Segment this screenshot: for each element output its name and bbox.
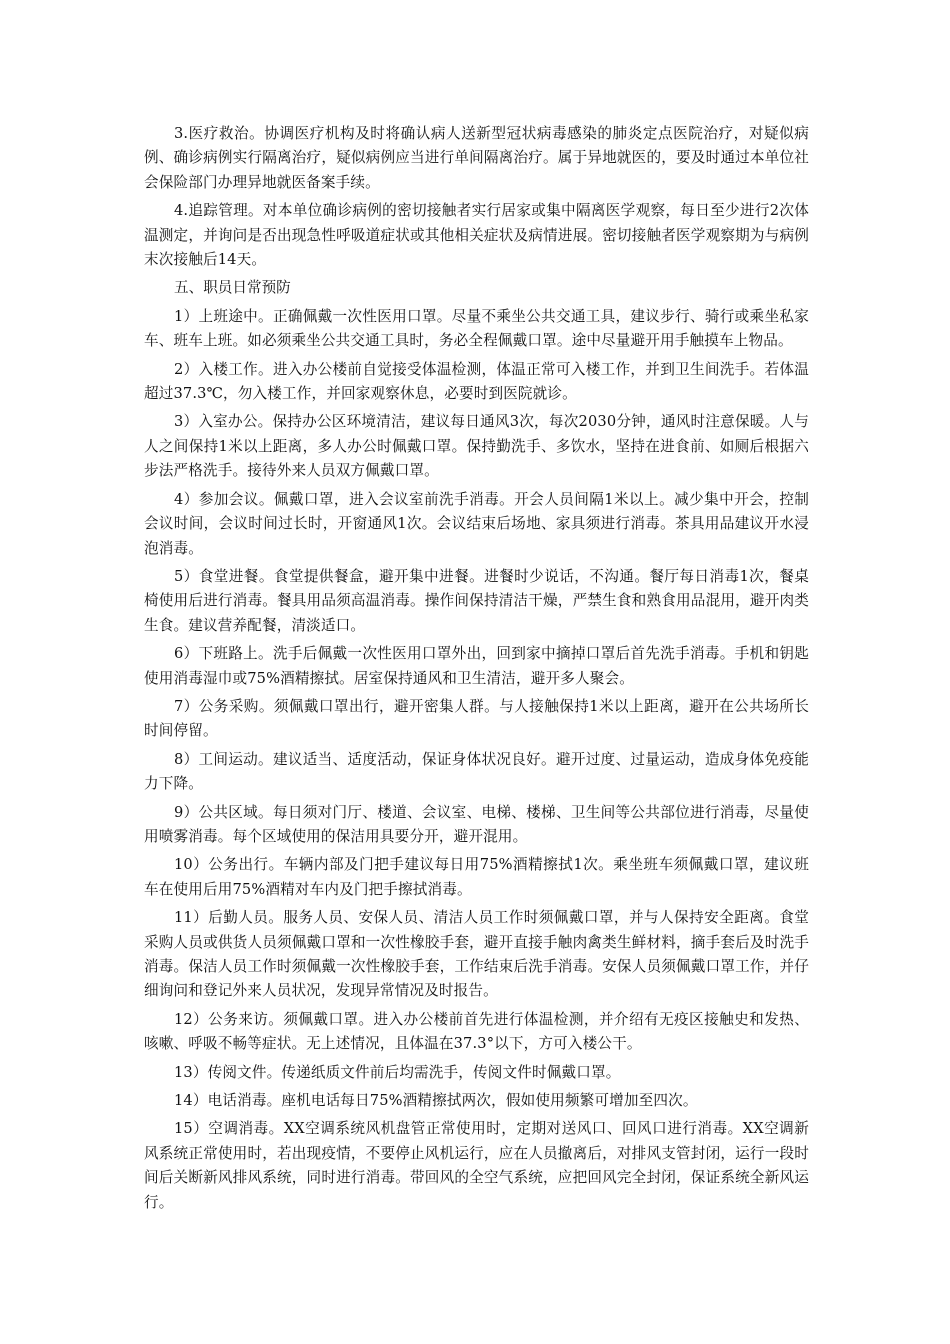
list-item: 15）空调消毒。XX空调系统风机盘管正常使用时，定期对送风口、回风口进行消毒。XX空调新风系统正常使用时，若出现疫情，不要停止风机运行，应在人员撤离后，对排风支管封闭，运行一段时间后关断新风排风系统，同时进行消毒。带回风的全空气系统，应把回风完全封闭，保证系统全新风运行。 (144, 1120, 809, 1211)
paragraph-medical-treatment: 3.医疗救治。协调医疗机构及时将确认病人送新型冠状病毒感染的肺炎定点医院治疗，对疑似病例、确诊病例实行隔离治疗，疑似病例应当进行单间隔离治疗。属于异地就医的，要及时通过本单位社会保险部门办理异地就医备案手续。 (144, 125, 809, 191)
list-item: 4）参加会议。佩戴口罩，进入会议室前洗手消毒。开会人员间隔1米以上。减少集中开会，控制会议时间，会议时间过长时，开窗通风1次。会议结束后场地、家具须进行消毒。茶具用品建议开水浸泡消毒。 (144, 490, 809, 557)
list-item: 10）公务出行。车辆内部及门把手建议每日用75%酒精擦拭1次。乘坐班车须佩戴口罩，建议班车在使用后用75%酒精对车内及门把手擦拭消毒。 (144, 856, 809, 898)
list-item: 13）传阅文件。传递纸质文件前后均需洗手，传阅文件时佩戴口罩。 (174, 1063, 621, 1081)
document-page (144, 122, 809, 1219)
paragraph-tracking-management: 4.追踪管理。对本单位确诊病例的密切接触者实行居家或集中隔离医学观察，每日至少进行2次体温测定，并询问是否出现急性呼吸道症状或其他相关症状及病情进展。密切接触者医学观察期为与病例末次接触后14天。 (144, 202, 809, 269)
list-item: 5）食堂进餐。食堂提供餐盒，避开集中进餐。进餐时少说话，不沟通。餐厅每日消毒1次，餐桌椅使用后进行消毒。餐具用品须高温消毒。操作间保持清洁干燥，严禁生食和熟食用品混用，避开肉类生食。建议营养配餐，清淡适口。 (144, 567, 809, 634)
section-heading: 五、职员日常预防 (174, 279, 291, 297)
list-item: 8）工间运动。建议适当、适度活动，保证身体状况良好。避开过度、过量运动，造成身体免疫能力下降。 (144, 750, 809, 793)
list-item: 1）上班途中。正确佩戴一次性医用口罩。尽量不乘坐公共交通工具，建议步行、骑行或乘坐私家车、班车上班。如必须乘坐公共交通工具时，务必全程佩戴口罩。途中尽量避开用手触摸车上物品。 (144, 307, 809, 350)
list-item: 6）下班路上。洗手后佩戴一次性医用口罩外出，回到家中摘掉口罩后首先洗手消毒。手机和钥匙使用消毒湿巾或75%酒精擦拭。居室保持通风和卫生清洁，避开多人聚会。 (144, 645, 809, 687)
list-item: 3）入室办公。保持办公区环境清洁，建议每日通风3次，每次2030分钟，通风时注意保暖。人与人之间保持1米以上距离，多人办公时佩戴口罩。保持勤洗手、多饮水，坚持在进食前、如厕后根据六步法严格洗手。接待外来人员双方佩戴口罩。 (144, 413, 809, 480)
list-item: 7）公务采购。须佩戴口罩出行，避开密集人群。与人接触保持1米以上距离，避开在公共场所长时间停留。 (144, 697, 809, 740)
list-item: 11）后勤人员。服务人员、安保人员、清洁人员工作时须佩戴口罩，并与人保持安全距离。食堂采购人员或供货人员须佩戴口罩和一次性橡胶手套，避开直接手触肉禽类生鲜材料，摘手套后及时洗手消毒。保洁人员工作时须佩戴一次性橡胶手套，工作结束后洗手消毒。安保人员须佩戴口罩工作，并仔细询问和登记外来人员状况，发现异常情况及时报告。 (144, 909, 809, 1000)
list-item: 12）公务来访。须佩戴口罩。进入办公楼前首先进行体温检测，并介绍有无疫区接触史和发热、咳嗽、呼吸不畅等症状。无上述情况，且体温在37.3°以下，方可入楼公干。 (144, 1010, 809, 1053)
list-item: 2）入楼工作。进入办公楼前自觉接受体温检测，体温正常可入楼工作，并到卫生间洗手。若体温超过37.3℃，勿入楼工作，并回家观察休息，必要时到医院就诊。 (144, 360, 809, 403)
list-item: 9）公共区域。每日须对门厅、楼道、会议室、电梯、楼梯、卫生间等公共部位进行消毒，尽量使用喷雾消毒。每个区域使用的保洁用具要分开，避开混用。 (144, 803, 809, 845)
list-item: 14）电话消毒。座机电话每日75%酒精擦拭两次，假如使用频繁可增加至四次。 (174, 1092, 698, 1110)
